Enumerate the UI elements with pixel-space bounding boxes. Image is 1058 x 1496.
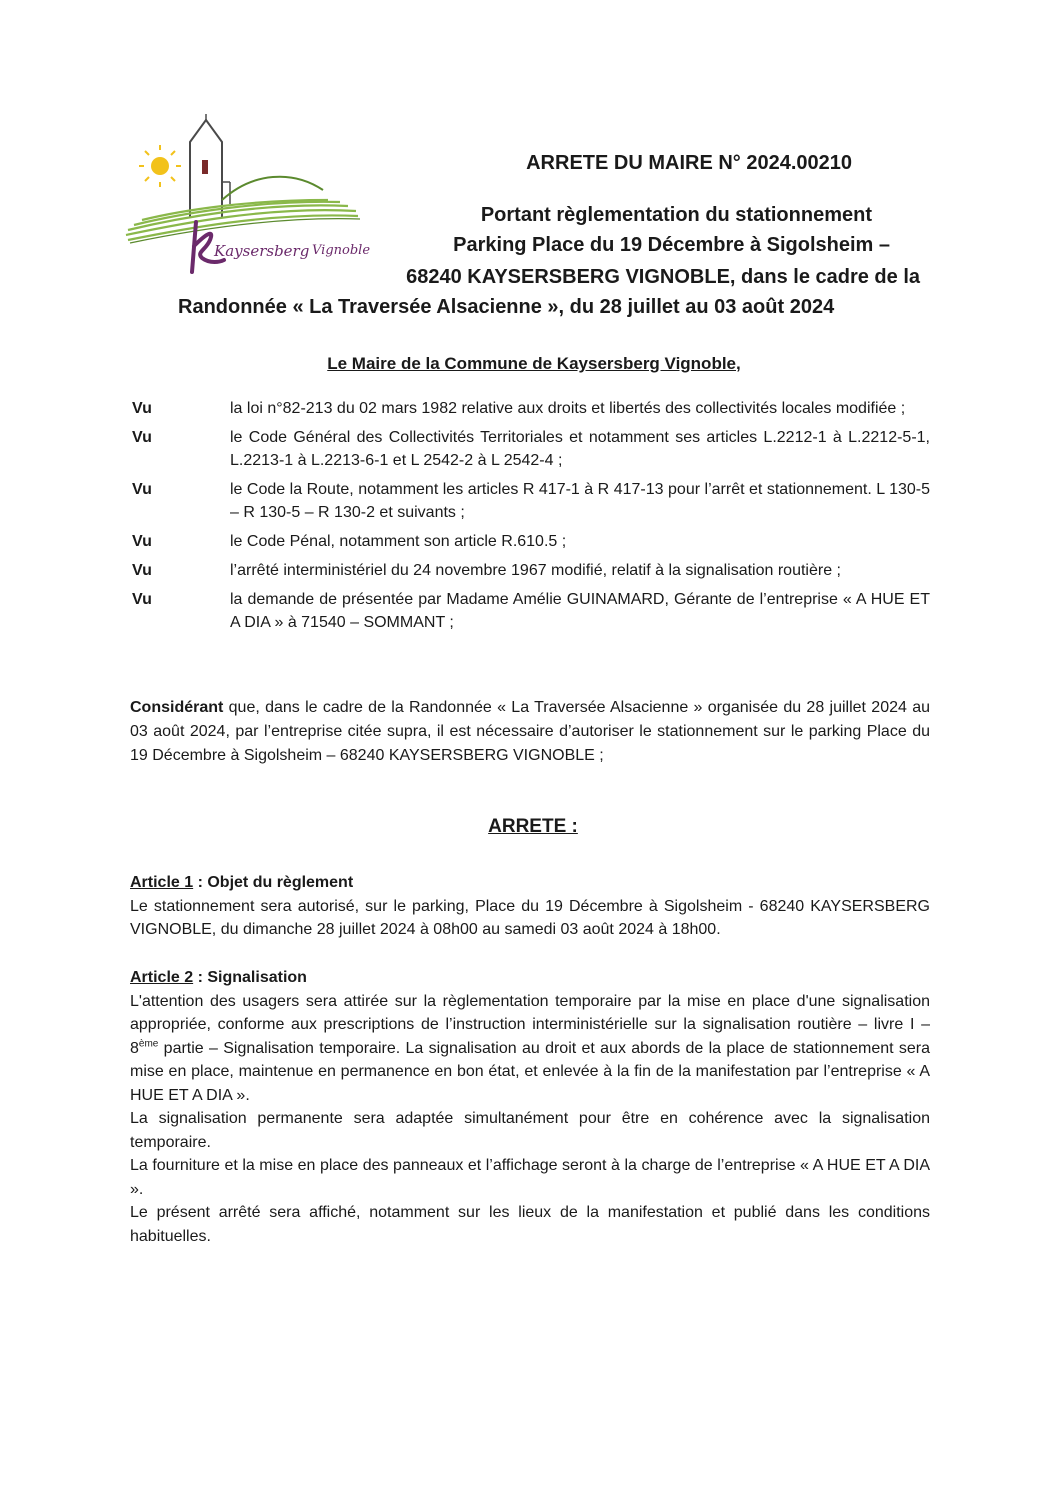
title-line-4: Randonnée « La Traversée Alsacienne », du 28 juillet au 03 août 2024 <box>178 296 835 318</box>
decree-number: ARRETE DU MAIRE N° 2024.00210 <box>526 152 852 174</box>
title-line-2: Parking Place du 19 Décembre à Sigolsheim – <box>453 234 890 256</box>
article-2-p1-before: L'attention des usagers sera attirée sur la règlementation temporaire par la mise en place d'une signalisation appropriée, conforme aux prescriptions de l’instruction interministérielle sur la signalisation routière – livre I – 8 <box>130 992 930 1057</box>
vu-text: l’arrêté interministériel du 24 novembre 1967 modifié, relatif à la signalisation routière ; <box>230 562 841 579</box>
mayor-heading <box>0 354 1058 374</box>
article-2-paragraph-3: La fourniture et la mise en place des panneaux et l’affichage seront à la charge de l’entreprise « A HUE ET A DIA ». <box>130 1157 930 1198</box>
vu-text: le Code la Route, notamment les articles R 417-1 à R 417-13 pour l’arrêt et stationnement. L 130-5 – R 130-5 – R 130-2 et suivants ; <box>230 481 930 521</box>
vu-label: Vu <box>132 591 152 608</box>
vu-item <box>132 559 930 582</box>
vu-label: Vu <box>132 481 152 498</box>
considerant-paragraph <box>130 696 930 768</box>
title-line-1: Portant règlementation du stationnement <box>480 204 872 226</box>
considerant-text: que, dans le cadre de la Randonnée « La Traversée Alsacienne » organisée du 28 juillet 2024 au 03 août 2024, par l’entreprise citée supra, il est nécessaire d’autoriser le stationnement sur le parking Place du 19 Décembre à Sigolsheim – 68240 KAYSERSBERG VIGNOBLE ; <box>130 699 930 764</box>
logo-text-main: Kaysersberg <box>214 242 310 260</box>
vu-item <box>132 426 930 472</box>
article-2-paragraph-4: Le présent arrêté sera affiché, notamment sur les lieux de la manifestation et publié dans les conditions habituelles. <box>130 1204 930 1245</box>
vu-item <box>132 478 930 524</box>
vu-text: le Code Pénal, notamment son article R.610.5 ; <box>230 533 567 550</box>
vu-label: Vu <box>132 429 152 446</box>
article-2-heading <box>130 966 930 990</box>
article-1 <box>130 871 930 942</box>
arrete-heading <box>0 816 1058 838</box>
article-2-title: : Signalisation <box>193 969 307 986</box>
article-1-body: Le stationnement sera autorisé, sur le parking, Place du 19 Décembre à Sigolsheim - 68240 KAYSERSBERG VIGNOBLE, du dimanche 28 juillet 2024 à 08h00 au samedi 03 août 2024 à 18h00. <box>130 897 930 938</box>
article-2 <box>130 966 930 1248</box>
kaysersberg-vignoble-logo <box>118 112 378 282</box>
mayor-heading-text: Le Maire de la Commune de Kaysersberg Vignoble, <box>327 354 741 373</box>
vu-text: la loi n°82-213 du 02 mars 1982 relative aux droits et libertés des collectivités locales modifiée ; <box>230 400 906 417</box>
vu-label: Vu <box>132 533 152 550</box>
vu-label: Vu <box>132 562 152 579</box>
article-2-label: Article 2 <box>130 969 194 986</box>
sun-icon <box>151 157 169 175</box>
article-1-label: Article 1 <box>130 874 194 891</box>
vu-item <box>132 530 930 553</box>
article-1-title: : Objet du règlement <box>193 874 354 891</box>
article-2-p1-sup: ème <box>138 1038 159 1050</box>
vineyard-rows <box>126 200 358 240</box>
vu-label: Vu <box>132 400 152 417</box>
arrete-heading-text: ARRETE : <box>488 816 578 837</box>
vu-text: la demande de présentée par Madame Amélie GUINAMARD, Gérante de l’entreprise « A HUE ET A DIA » à 71540 – SOMMANT ; <box>230 591 930 631</box>
vu-text: le Code Général des Collectivités Territoriales et notamment ses articles L.2212-1 à L.2212-5-1, L.2213-1 à L.2213-6-1 et L 2542-2 à L 2542-4 ; <box>230 429 930 469</box>
considerant-lead: Considérant <box>130 699 224 716</box>
article-1-heading <box>130 871 930 895</box>
logo-text-sub: Vignoble <box>312 243 371 258</box>
article-2-p1-after: partie – Signalisation temporaire. La signalisation au droit et aux abords de la place de stationnement sera mise en place, maintenue en permanence en bon état, et enlevée à la fin de la manifestation par l’entreprise « A HUE ET A DIA ». <box>130 1039 930 1104</box>
article-2-paragraph-1 <box>130 990 930 1108</box>
vu-item <box>132 397 930 420</box>
vu-list <box>132 397 930 640</box>
title-line-3: 68240 KAYSERSBERG VIGNOBLE, dans le cadre de la <box>406 266 920 288</box>
vu-item <box>132 588 930 634</box>
article-2-paragraph-2: La signalisation permanente sera adaptée simultanément pour être en cohérence avec la signalisation temporaire. <box>130 1110 930 1151</box>
